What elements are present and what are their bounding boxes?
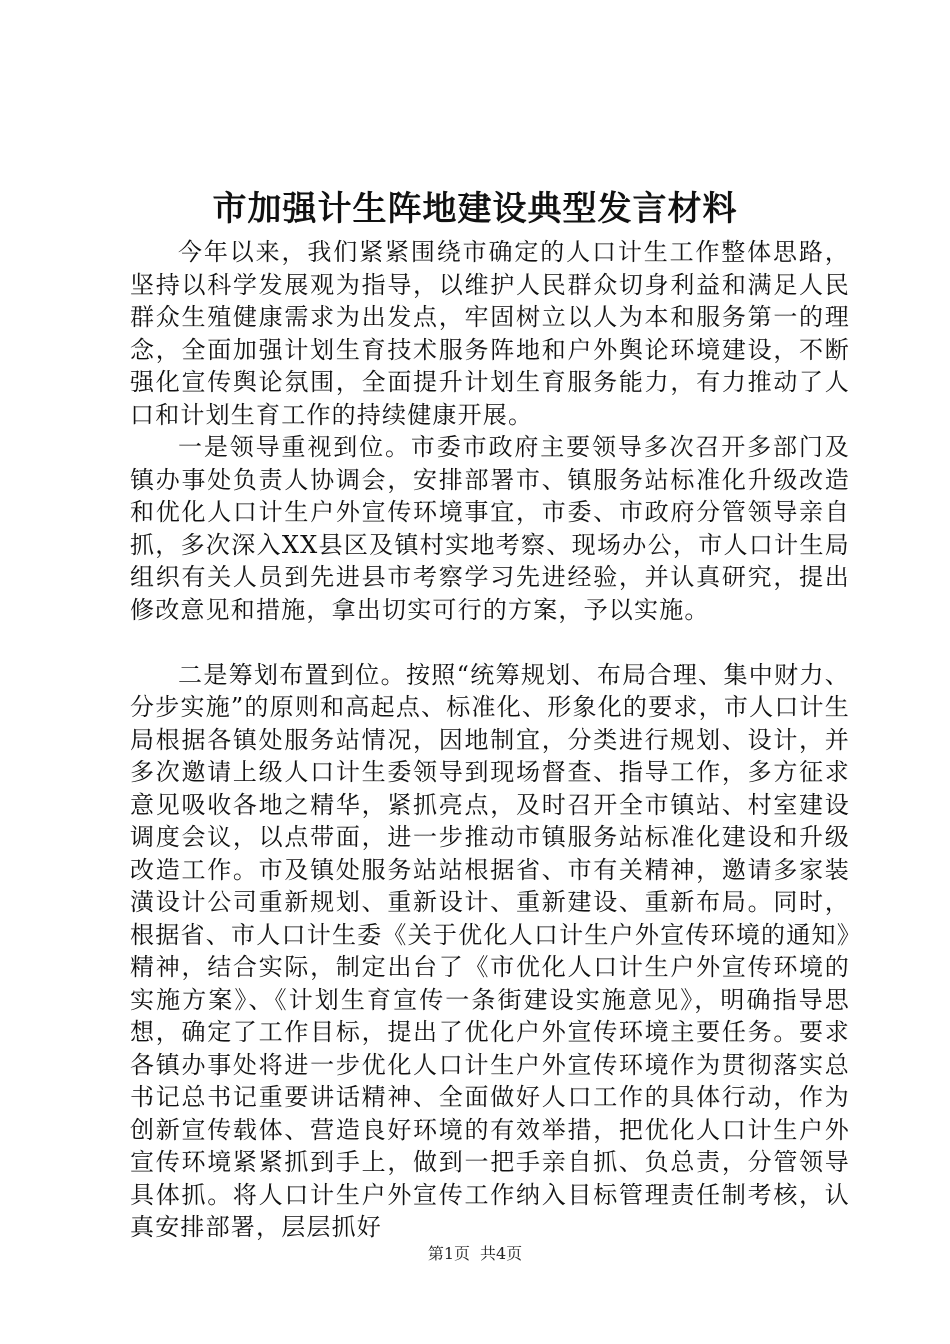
- paragraph-leadership: 一是领导重视到位。市委市政府主要领导多次召开多部门及镇办事处负责人协调会，安排部署市、镇服务站标准化升级改造和优化人口计生户外宣传环境事宜，市委、市政府分管领导亲自抓，多次深入XX县区及镇村实地考察、现场办公，市人口计生局组织有关人员到先进县市考察学习先进经验，并认真研究，提出修改意见和措施，拿出切实可行的方案，予以实施。: [130, 433, 850, 624]
- paragraph-intro: 今年以来，我们紧紧围绕市确定的人口计生工作整体思路，坚持以科学发展观为指导，以维护人民群众切身利益和满足人民群众生殖健康需求为出发点，牢固树立以人为本和服务第一的理念，全面加强计划生育技术服务阵地和户外舆论环境建设，不断强化宣传舆论氛围，全面提升计划生育服务能力，有力推动了人口和计划生育工作的持续健康开展。: [130, 238, 850, 429]
- document-body: [130, 236, 850, 1244]
- page-footer: [0, 1244, 950, 1264]
- paragraph-planning: 二是筹划布置到位。按照“统筹规划、布局合理、集中财力、分步实施”的原则和高起点、标准化、形象化的要求，市人口计生局根据各镇处服务站情况，因地制宜，分类进行规划、设计，并多次邀请上级人口计生委领导到现场督查、指导工作，多方征求意见吸收各地之精华，紧抓亮点，及时召开全市镇站、村室建设调度会议，以点带面，进一步推动市镇服务站标准化建设和升级改造工作。市及镇处服务站站根据省、市有关精神，邀请多家装潢设计公司重新规划、重新设计、重新建设、重新布局。同时，根据省、市人口计生委《关于优化人口计生户外宣传环境的通知》精神，结合实际，制定出台了《市优化人口计生户外宣传环境的实施方案》、《计划生育宣传一条街建设实施意见》，明确指导思想，确定了工作目标，提出了优化户外宣传环境主要任务。要求各镇办事处将进一步优化人口计生户外宣传环境作为贯彻落实总书记总书记重要讲话精神、全面做好人口工作的具体行动，作为创新宣传载体、营造良好环境的有效举措，把优化人口计生户外宣传环境紧紧抓到手上，做到一把手亲自抓、负总责，分管领导具体抓。将人口计生户外宣传工作纳入目标管理责任制考核，认真安排部署，层层抓好: [130, 660, 850, 1241]
- document-title: 市加强计生阵地建设典型发言材料: [212, 189, 738, 229]
- page-number-total: 共4页: [480, 1244, 523, 1263]
- page-number-current: 第1页: [427, 1244, 470, 1263]
